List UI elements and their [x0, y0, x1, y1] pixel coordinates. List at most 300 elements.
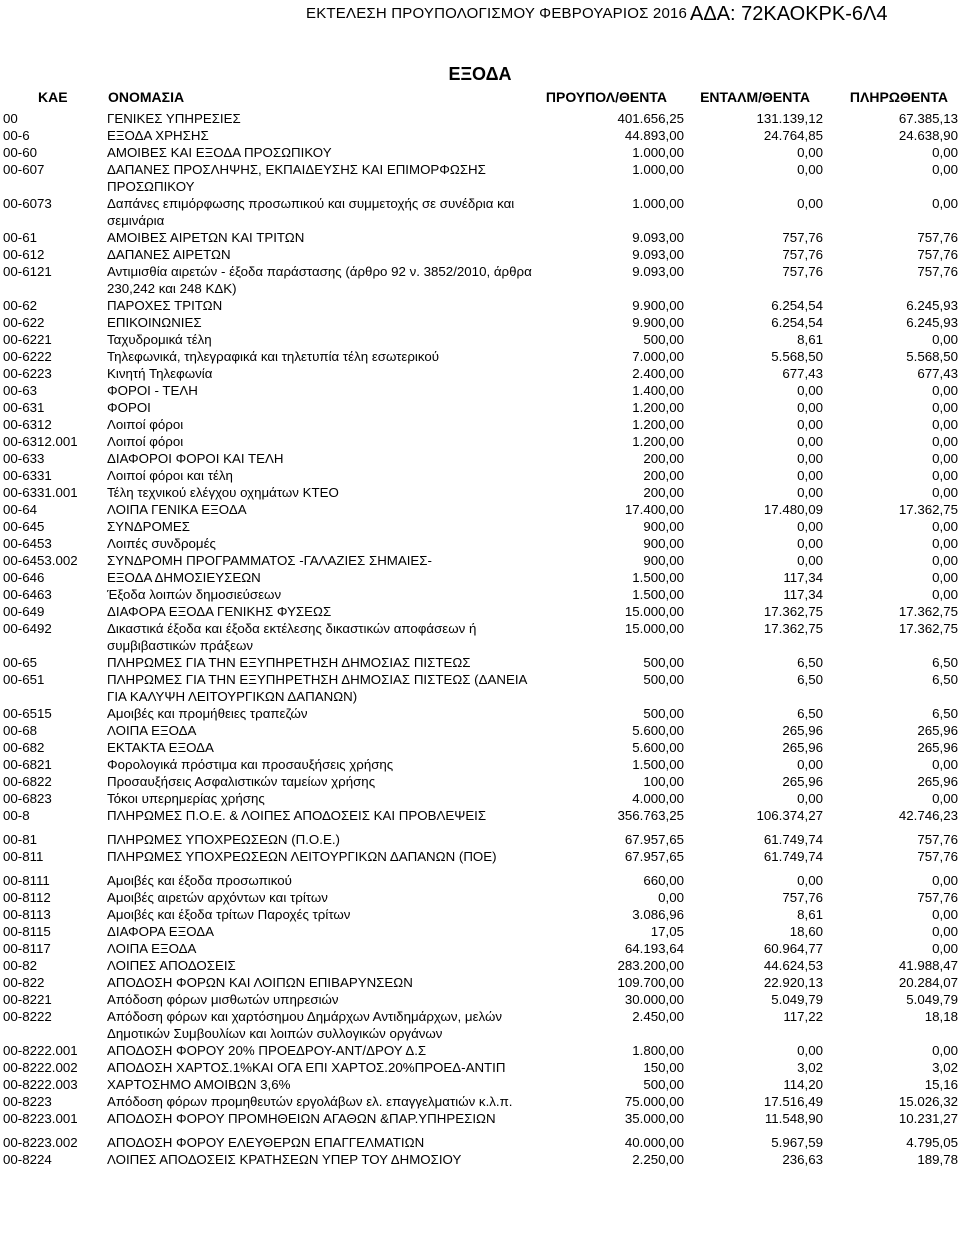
- row-budget: 75.000,00: [624, 1094, 684, 1109]
- row-budget: 1.500,00: [632, 570, 684, 585]
- row-budget: 17.400,00: [624, 502, 684, 517]
- table-row: [0, 739, 960, 756]
- row-budget: 67.957,65: [624, 849, 684, 864]
- row-paid: 0,00: [932, 434, 958, 449]
- row-code: 00-633: [3, 451, 45, 466]
- table-row: [0, 382, 960, 399]
- table-row: [0, 1093, 960, 1110]
- table-row: [0, 722, 960, 739]
- row-budget: 4.000,00: [632, 791, 684, 806]
- row-code: 00-81: [3, 832, 38, 847]
- row-budget: 1.000,00: [632, 162, 684, 177]
- row-budget: 660,00: [643, 873, 684, 888]
- row-budget: 1.500,00: [632, 757, 684, 772]
- row-budget: 1.800,00: [632, 1043, 684, 1058]
- row-budget: 2.400,00: [632, 366, 684, 381]
- row-code: 00-6331.001: [3, 485, 78, 500]
- row-code: 00-8224: [3, 1152, 52, 1167]
- table-row: [0, 991, 960, 1008]
- row-committed: 0,00: [797, 553, 823, 568]
- table-row: [0, 484, 960, 501]
- row-name: ΛΟΙΠΕΣ ΑΠΟΔΟΣΕΙΣ: [107, 958, 236, 973]
- row-paid: 6.245,93: [906, 298, 958, 313]
- table-row: [0, 416, 960, 433]
- table-row: [0, 790, 960, 807]
- table-row: [0, 1076, 960, 1093]
- table-row: [0, 314, 960, 331]
- row-budget: 40.000,00: [624, 1135, 684, 1150]
- row-paid: 0,00: [932, 791, 958, 806]
- row-committed: 11.548,90: [764, 1111, 823, 1126]
- row-name: Τηλεφωνικά, τηλεγραφικά και τηλετυπία τέλη εσωτερικού: [107, 349, 440, 364]
- row-code: 00-6463: [3, 587, 52, 602]
- row-committed: 5.049,79: [771, 992, 823, 1007]
- row-paid: 757,76: [917, 230, 958, 245]
- row-budget: 900,00: [643, 536, 684, 551]
- row-paid: 6,50: [932, 655, 958, 670]
- row-code: 00-8221: [3, 992, 52, 1007]
- row-committed: 6.254,54: [771, 315, 823, 330]
- table-row: [0, 518, 960, 535]
- row-committed: 8,61: [797, 332, 823, 347]
- row-budget: 15.000,00: [624, 604, 684, 619]
- table-row: [0, 161, 960, 195]
- row-name: ΑΠΟΔΟΣΗ ΦΟΡΟΥ 20% ΠΡΟΕΔΡΟΥ-ΑΝΤ/ΔΡΟΥ Δ.Σ: [107, 1043, 427, 1058]
- row-paid: 0,00: [932, 383, 958, 398]
- row-committed: 0,00: [797, 1043, 823, 1058]
- table-row: [0, 586, 960, 603]
- row-committed: 265,96: [782, 774, 823, 789]
- expense-table: [0, 110, 960, 1168]
- row-name: Αμοιβές και προμήθειες τραπεζών: [107, 706, 308, 721]
- row-paid: 757,76: [917, 264, 958, 279]
- row-name: ΠΛΗΡΩΜΕΣ ΓΙΑ ΤΗΝ ΕΞΥΠΗΡΕΤΗΣΗ ΔΗΜΟΣΙΑΣ ΠΙΣΤΕΩΣ: [107, 655, 471, 670]
- row-paid: 0,00: [932, 196, 958, 211]
- table-row: [0, 848, 960, 865]
- row-committed: 117,34: [783, 587, 823, 602]
- row-committed: 0,00: [797, 145, 823, 160]
- table-row: [0, 365, 960, 382]
- table-row: [0, 620, 960, 654]
- row-name: Δαπάνες επιμόρφωσης προσωπικού και συμμετοχής σε συνέδρια και σεμινάρια: [107, 196, 515, 228]
- table-row: [0, 923, 960, 940]
- row-name: ΦΟΡΟΙ: [107, 400, 151, 415]
- row-code: 00-6073: [3, 196, 52, 211]
- row-code: 00-6312: [3, 417, 52, 432]
- row-budget: 200,00: [643, 451, 684, 466]
- row-paid: 6,50: [932, 672, 958, 687]
- table-row: [0, 127, 960, 144]
- row-name: Απόδοση φόρων μισθωτών υπηρεσιών: [107, 992, 339, 1007]
- row-committed: 22.920,13: [763, 975, 823, 990]
- table-row: [0, 654, 960, 671]
- row-committed: 757,76: [782, 264, 823, 279]
- row-code: 00-63: [3, 383, 38, 398]
- row-paid: 41.988,47: [898, 958, 958, 973]
- row-paid: 757,76: [917, 849, 958, 864]
- row-name: ΕΞΟΔΑ ΧΡΗΣΗΣ: [107, 128, 209, 143]
- row-code: 00-65: [3, 655, 38, 670]
- row-paid: 757,76: [917, 832, 958, 847]
- row-name: Προσαυξήσεις Ασφαλιστικών ταμείων χρήσης: [107, 774, 376, 789]
- row-name: ΣΥΝΔΡΟΜΕΣ: [107, 519, 190, 534]
- row-name: Τόκοι υπερημερίας χρήσης: [107, 791, 265, 806]
- table-row: [0, 940, 960, 957]
- row-name: ΕΞΟΔΑ ΔΗΜΟΣΙΕΥΣΕΩΝ: [107, 570, 261, 585]
- table-row: [0, 535, 960, 552]
- column-header-committed: ΕΝΤΑΛΜ/ΘΕΝΤΑ: [700, 89, 810, 105]
- row-committed: 44.624,53: [763, 958, 823, 973]
- row-code: 00-8222: [3, 1009, 52, 1024]
- table-row: [0, 110, 960, 127]
- row-budget: 1.400,00: [632, 383, 684, 398]
- row-committed: 3,02: [797, 1060, 823, 1075]
- row-name: ΑΠΟΔΟΣΗ ΦΟΡΟΥ ΠΡΟΜΗΘΕΙΩΝ ΑΓΑΘΩΝ &ΠΑΡ.ΥΠΗΡΕΣΙΩΝ: [107, 1111, 496, 1126]
- row-budget: 500,00: [643, 332, 684, 347]
- row-code: 00-6223: [3, 366, 52, 381]
- row-budget: 64.193,64: [624, 941, 684, 956]
- table-row: [0, 144, 960, 161]
- row-paid: 5.049,79: [906, 992, 958, 1007]
- table-row: [0, 501, 960, 518]
- row-committed: 757,76: [782, 230, 823, 245]
- row-committed: 5.568,50: [771, 349, 823, 364]
- table-row: [0, 348, 960, 365]
- row-code: 00-651: [3, 672, 45, 687]
- column-header-name: ΟΝΟΜΑΣΙΑ: [108, 89, 185, 105]
- row-name: Απόδοση φόρων και χαρτόσημου Δημάρχων Αντιδημάρχων, μελών Δημοτικών Συμβουλίων και λοιπών συλλογικών οργάνων: [107, 1009, 502, 1041]
- table-row: [0, 229, 960, 246]
- row-committed: 0,00: [797, 757, 823, 772]
- row-committed: 0,00: [797, 434, 823, 449]
- row-committed: 18,60: [789, 924, 823, 939]
- row-name: ΧΑΡΤΟΣΗΜΟ ΑΜΟΙΒΩΝ 3,6%: [107, 1077, 291, 1092]
- table-row: [0, 872, 960, 889]
- row-paid: 0,00: [932, 924, 958, 939]
- table-row: [0, 1110, 960, 1127]
- row-committed: 0,00: [797, 791, 823, 806]
- table-row: [0, 1008, 960, 1042]
- table-row: [0, 906, 960, 923]
- table-row: [0, 569, 960, 586]
- row-budget: 109.700,00: [617, 975, 684, 990]
- row-paid: 0,00: [932, 757, 958, 772]
- row-committed: 60.964,77: [763, 941, 823, 956]
- row-budget: 67.957,65: [624, 832, 684, 847]
- row-paid: 265,96: [917, 774, 958, 789]
- table-row: [0, 195, 960, 229]
- row-name: ΑΜΟΙΒΕΣ ΑΙΡΕΤΩΝ ΚΑΙ ΤΡΙΤΩΝ: [107, 230, 305, 245]
- row-paid: 0,00: [932, 417, 958, 432]
- row-name: ΔΙΑΦΟΡΑ ΕΞΟΔΑ: [107, 924, 215, 939]
- row-committed: 6,50: [797, 706, 823, 721]
- row-name: ΛΟΙΠΑ ΕΞΟΔΑ: [107, 723, 197, 738]
- row-committed: 17.480,09: [763, 502, 823, 517]
- row-name: Έξοδα λοιπών δημοσιεύσεων: [107, 587, 282, 602]
- column-header-budget: ΠΡΟΥΠΟΛ/ΘΕΝΤΑ: [545, 89, 667, 105]
- row-committed: 106.374,27: [756, 808, 823, 823]
- row-paid: 757,76: [917, 247, 958, 262]
- row-budget: 100,00: [643, 774, 684, 789]
- row-committed: 0,00: [797, 162, 823, 177]
- row-budget: 2.250,00: [632, 1152, 684, 1167]
- row-code: 00-645: [3, 519, 45, 534]
- row-committed: 6.254,54: [771, 298, 823, 313]
- row-name: ΠΛΗΡΩΜΕΣ ΓΙΑ ΤΗΝ ΕΞΥΠΗΡΕΤΗΣΗ ΔΗΜΟΣΙΑΣ ΠΙΣΤΕΩΣ (ΔΑΝΕΙΑ ΓΙΑ ΚΑΛΥΨΗ ΛΕΙΤΟΥΡΓΙΚΩΝ ΔΑΠΑΝΩΝ): [107, 672, 527, 704]
- row-code: 00-8222.002: [3, 1060, 78, 1075]
- row-committed: 677,43: [782, 366, 823, 381]
- row-budget: 9.093,00: [632, 230, 684, 245]
- row-budget: 356.763,25: [617, 808, 684, 823]
- row-budget: 44.893,00: [624, 128, 684, 143]
- row-code: 00-8112: [3, 890, 51, 905]
- row-code: 00-8113: [3, 907, 51, 922]
- row-budget: 1.200,00: [632, 434, 684, 449]
- table-row: [0, 773, 960, 790]
- row-committed: 0,00: [797, 417, 823, 432]
- row-paid: 0,00: [932, 468, 958, 483]
- row-committed: 6,50: [797, 672, 823, 687]
- row-code: 00-6515: [3, 706, 52, 721]
- row-committed: 5.967,59: [771, 1135, 823, 1150]
- row-committed: 757,76: [782, 890, 823, 905]
- row-code: 00-682: [3, 740, 45, 755]
- row-committed: 117,22: [783, 1009, 823, 1024]
- row-code: 00-8115: [3, 924, 51, 939]
- table-row: [0, 671, 960, 705]
- row-budget: 15.000,00: [624, 621, 684, 636]
- row-committed: 61.749,74: [763, 849, 823, 864]
- row-paid: 757,76: [917, 890, 958, 905]
- row-name: ΕΠΙΚΟΙΝΩΝΙΕΣ: [107, 315, 202, 330]
- table-row: [0, 450, 960, 467]
- row-committed: 17.362,75: [763, 604, 823, 619]
- row-code: 00-61: [3, 230, 38, 245]
- row-name: ΔΙΑΦΟΡΑ ΕΞΟΔΑ ΓΕΝΙΚΗΣ ΦΥΣΕΩΣ: [107, 604, 332, 619]
- row-budget: 1.200,00: [632, 417, 684, 432]
- row-paid: 42.746,23: [898, 808, 958, 823]
- row-code: 00-811: [3, 849, 44, 864]
- row-name: Απόδοση φόρων προμηθευτών εργολάβων ελ. επαγγελματιών κ.λ.π.: [107, 1094, 513, 1109]
- row-paid: 17.362,75: [898, 502, 958, 517]
- table-row: [0, 246, 960, 263]
- row-name: ΔΑΠΑΝΕΣ ΠΡΟΣΛΗΨΗΣ, ΕΚΠΑΙΔΕΥΣΗΣ ΚΑΙ ΕΠΙΜΟΡΦΩΣΗΣ ΠΡΟΣΩΠΙΚΟΥ: [107, 162, 486, 194]
- row-name: ΓΕΝΙΚΕΣ ΥΠΗΡΕΣΙΕΣ: [107, 111, 241, 126]
- row-paid: 0,00: [932, 145, 958, 160]
- row-code: 00-8223: [3, 1094, 52, 1109]
- row-paid: 4.795,05: [906, 1135, 958, 1150]
- row-code: 00-8117: [3, 941, 51, 956]
- row-paid: 0,00: [932, 941, 958, 956]
- row-name: Ταχυδρομικά τέλη: [107, 332, 212, 347]
- row-committed: 0,00: [797, 400, 823, 415]
- row-code: 00-6312.001: [3, 434, 78, 449]
- row-name: ΑΠΟΔΟΣΗ ΦΟΡΩΝ ΚΑΙ ΛΟΙΠΩΝ ΕΠΙΒΑΡΥΝΣΕΩΝ: [107, 975, 413, 990]
- row-code: 00-6822: [3, 774, 52, 789]
- row-paid: 0,00: [932, 570, 958, 585]
- row-name: Φορολογικά πρόστιμα και προσαυξήσεις χρήσης: [107, 757, 394, 772]
- row-committed: 24.764,85: [763, 128, 823, 143]
- row-paid: 189,78: [917, 1152, 958, 1167]
- row-budget: 401.656,25: [617, 111, 684, 126]
- row-committed: 17.516,49: [763, 1094, 823, 1109]
- row-code: 00-6331: [3, 468, 52, 483]
- row-name: ΠΑΡΟΧΕΣ ΤΡΙΤΩΝ: [107, 298, 223, 313]
- row-code: 00-8223.001: [3, 1111, 78, 1126]
- table-row: [0, 1042, 960, 1059]
- table-row: [0, 433, 960, 450]
- row-code: 00-8222.001: [3, 1043, 78, 1058]
- row-name: Δικαστικά έξοδα και έξοδα εκτέλεσης δικαστικών αποφάσεων ή συμβιβαστικών πράξεων: [107, 621, 477, 653]
- table-row: [0, 974, 960, 991]
- column-header-code: ΚΑΕ: [38, 89, 68, 105]
- table-row: [0, 831, 960, 848]
- row-budget: 500,00: [643, 1077, 684, 1092]
- row-paid: 265,96: [917, 723, 958, 738]
- row-code: 00-6121: [3, 264, 52, 279]
- row-paid: 0,00: [932, 873, 958, 888]
- row-budget: 0,00: [658, 890, 684, 905]
- row-budget: 3.086,96: [632, 907, 684, 922]
- row-budget: 30.000,00: [624, 992, 684, 1007]
- row-budget: 500,00: [643, 706, 684, 721]
- row-paid: 265,96: [917, 740, 958, 755]
- row-code: 00-646: [3, 570, 45, 585]
- row-name: Αμοιβές και έξοδα προσωπικού: [107, 873, 292, 888]
- row-budget: 9.093,00: [632, 264, 684, 279]
- row-committed: 0,00: [797, 196, 823, 211]
- row-code: 00-8111: [3, 873, 50, 888]
- row-budget: 17,05: [650, 924, 684, 939]
- row-code: 00-68: [3, 723, 38, 738]
- row-paid: 3,02: [932, 1060, 958, 1075]
- row-budget: 35.000,00: [624, 1111, 684, 1126]
- document-title: ΕΚΤΕΛΕΣΗ ΠΡΟΥΠΟΛΟΓΙΣΜΟΥ ΦΕΒΡΟΥΑΡΙΟΣ 2016: [306, 5, 688, 22]
- row-paid: 0,00: [932, 332, 958, 347]
- table-row: [0, 263, 960, 297]
- table-row: [0, 297, 960, 314]
- row-code: 00-82: [3, 958, 38, 973]
- row-code: 00-612: [3, 247, 45, 262]
- row-committed: 0,00: [797, 451, 823, 466]
- ada-code: ΑΔΑ: 72ΚΑΟΚΡΚ-6Λ4: [690, 3, 888, 25]
- row-committed: 757,76: [782, 247, 823, 262]
- row-committed: 0,00: [797, 468, 823, 483]
- row-name: ΠΛΗΡΩΜΕΣ ΥΠΟΧΡΕΩΣΕΩΝ (Π.Ο.Ε.): [107, 832, 340, 847]
- row-budget: 7.000,00: [632, 349, 684, 364]
- row-name: Κινητή Τηλεφωνία: [107, 366, 213, 381]
- row-code: 00-822: [3, 975, 45, 990]
- row-paid: 677,43: [917, 366, 958, 381]
- row-name: Αμοιβές και έξοδα τρίτων Παροχές τρίτων: [107, 907, 351, 922]
- row-name: Λοιποί φόροι: [107, 417, 184, 432]
- row-code: 00-6823: [3, 791, 52, 806]
- row-budget: 900,00: [643, 519, 684, 534]
- row-code: 00: [3, 111, 18, 126]
- row-paid: 0,00: [932, 519, 958, 534]
- row-name: ΔΙΑΦΟΡΟΙ ΦΟΡΟΙ ΚΑΙ ΤΕΛΗ: [107, 451, 284, 466]
- row-budget: 283.200,00: [617, 958, 684, 973]
- row-name: ΦΟΡΟΙ - ΤΕΛΗ: [107, 383, 198, 398]
- row-paid: 6,50: [932, 706, 958, 721]
- row-budget: 5.600,00: [632, 723, 684, 738]
- row-name: Αμοιβές αιρετών αρχόντων και τρίτων: [107, 890, 328, 905]
- row-code: 00-6221: [3, 332, 52, 347]
- row-committed: 0,00: [797, 383, 823, 398]
- row-paid: 6.245,93: [906, 315, 958, 330]
- table-row: [0, 1059, 960, 1076]
- row-name: ΑΠΟΔΟΣΗ ΧΑΡΤΟΣ.1%ΚΑΙ ΟΓΑ ΕΠΙ ΧΑΡΤΟΣ.20%ΠΡΟΕΔ-ΑΝΤΙΠ: [107, 1060, 506, 1075]
- row-name: ΑΜΟΙΒΕΣ ΚΑΙ ΕΞΟΔΑ ΠΡΟΣΩΠΙΚΟΥ: [107, 145, 332, 160]
- row-code: 00-6821: [3, 757, 52, 772]
- table-row: [0, 889, 960, 906]
- row-committed: 265,96: [782, 740, 823, 755]
- row-budget: 200,00: [643, 485, 684, 500]
- row-committed: 265,96: [782, 723, 823, 738]
- row-name: Τέλη τεχνικού ελέγχου οχημάτων ΚΤΕΟ: [107, 485, 339, 500]
- row-name: ΛΟΙΠΑ ΓΕΝΙΚΑ ΕΞΟΔΑ: [107, 502, 247, 517]
- page-header: [0, 0, 960, 34]
- row-name: Αντιμισθία αιρετών - έξοδα παράστασης (άρθρο 92 ν. 3852/2010, άρθρα 230,242 και 248 ΚΔΚ): [107, 264, 532, 296]
- table-row: [0, 756, 960, 773]
- row-budget: 200,00: [643, 468, 684, 483]
- row-committed: 114,20: [783, 1077, 823, 1092]
- table-row: [0, 552, 960, 569]
- table-row: [0, 399, 960, 416]
- row-budget: 900,00: [643, 553, 684, 568]
- row-committed: 131.139,12: [756, 111, 823, 126]
- row-code: 00-62: [3, 298, 38, 313]
- row-budget: 5.600,00: [632, 740, 684, 755]
- row-paid: 0,00: [932, 1043, 958, 1058]
- table-row: [0, 705, 960, 722]
- row-budget: 1.000,00: [632, 196, 684, 211]
- row-name: Λοιπές συνδρομές: [107, 536, 216, 551]
- row-committed: 0,00: [797, 485, 823, 500]
- row-paid: 0,00: [932, 536, 958, 551]
- row-paid: 24.638,90: [898, 128, 958, 143]
- table-row: [0, 1151, 960, 1168]
- row-budget: 9.900,00: [632, 298, 684, 313]
- row-budget: 500,00: [643, 672, 684, 687]
- row-name: ΛΟΙΠΕΣ ΑΠΟΔΟΣΕΙΣ ΚΡΑΤΗΣΕΩΝ ΥΠΕΡ ΤΟΥ ΔΗΜΟΣΙΟΥ: [107, 1152, 462, 1167]
- table-row: [0, 957, 960, 974]
- row-code: 00-8222.003: [3, 1077, 78, 1092]
- row-budget: 9.900,00: [632, 315, 684, 330]
- row-paid: 0,00: [932, 451, 958, 466]
- row-name: ΣΥΝΔΡΟΜΗ ΠΡΟΓΡΑΜΜΑΤΟΣ -ΓΑΛΑΖΙΕΣ ΣΗΜΑΙΕΣ-: [107, 553, 432, 568]
- row-name: ΑΠΟΔΟΣΗ ΦΟΡΟΥ ΕΛΕΥΘΕΡΩΝ ΕΠΑΓΓΕΛΜΑΤΙΩΝ: [107, 1135, 425, 1150]
- row-paid: 15,16: [924, 1077, 958, 1092]
- row-committed: 17.362,75: [763, 621, 823, 636]
- row-paid: 0,00: [932, 907, 958, 922]
- column-header-paid: ΠΛΗΡΩΘΕΝΤΑ: [849, 89, 948, 105]
- row-code: 00-6492: [3, 621, 52, 636]
- row-code: 00-6453: [3, 536, 52, 551]
- table-header: [0, 89, 960, 107]
- row-committed: 0,00: [797, 519, 823, 534]
- row-paid: 0,00: [932, 553, 958, 568]
- row-name: Λοιποί φόροι: [107, 434, 184, 449]
- row-code: 00-649: [3, 604, 45, 619]
- row-committed: 0,00: [797, 873, 823, 888]
- row-code: 00-8: [3, 808, 30, 823]
- row-paid: 18,18: [924, 1009, 958, 1024]
- row-paid: 0,00: [932, 587, 958, 602]
- row-name: ΠΛΗΡΩΜΕΣ ΥΠΟΧΡΕΩΣΕΩΝ ΛΕΙΤΟΥΡΓΙΚΩΝ ΔΑΠΑΝΩΝ (ΠΟΕ): [107, 849, 497, 864]
- row-name: ΠΛΗΡΩΜΕΣ Π.Ο.Ε. & ΛΟΙΠΕΣ ΑΠΟΔΟΣΕΙΣ ΚΑΙ ΠΡΟΒΛΕΨΕΙΣ: [107, 808, 487, 823]
- row-code: 00-6222: [3, 349, 52, 364]
